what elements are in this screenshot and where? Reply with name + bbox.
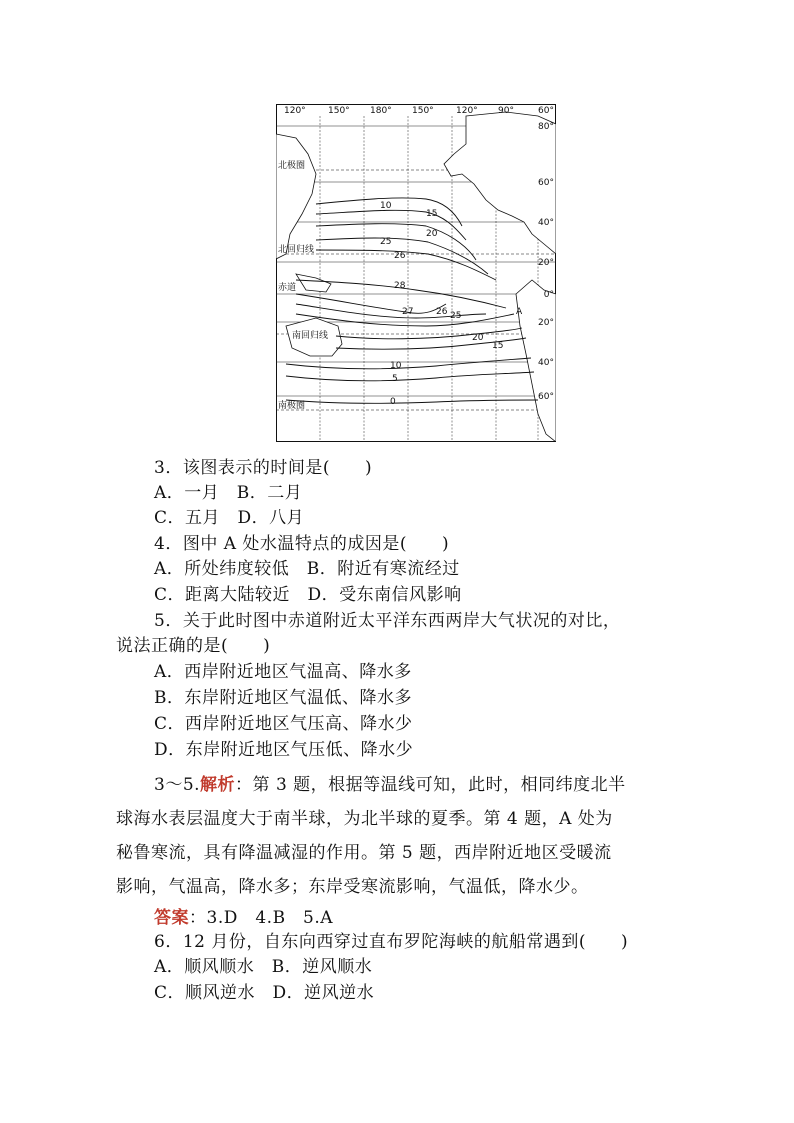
lon-label: 180° — [370, 106, 392, 116]
q3-options-cd: C．五月 D．八月 — [154, 508, 305, 528]
isotherm-label: 15 — [426, 209, 438, 219]
analysis-line2: 球海水表层温度大于南半球，为北半球的夏季。第 4 题，A 处为 — [116, 809, 613, 829]
analysis-line4: 影响，气温高，降水多；东岸受寒流影响，气温低，降水少。 — [116, 877, 589, 897]
q3-stem: 3．该图表示的时间是( ) — [154, 458, 373, 478]
lon-label: 120° — [284, 106, 306, 116]
isotherm-label: 25 — [380, 237, 392, 247]
q5-stem-line1: 5．关于此时图中赤道附近太平洋东西两岸大气状况的对比， — [154, 611, 621, 631]
lon-label: 60° — [538, 106, 554, 116]
map-svg — [276, 104, 556, 442]
lat-label: 20° — [538, 318, 554, 328]
isotherm-label: 25 — [450, 311, 462, 321]
lon-label: 150° — [328, 106, 350, 116]
isotherm-label: 26 — [436, 307, 448, 317]
lat-label: 40° — [538, 218, 554, 228]
lat-label: 20° — [538, 258, 554, 268]
lat-label: 80° — [538, 122, 554, 132]
q5-option-a: A．西岸附近地区气温高、降水多 — [154, 662, 412, 682]
answer-line — [154, 906, 333, 930]
lon-label: 150° — [412, 106, 434, 116]
isotherm-label: 20 — [426, 229, 438, 239]
q5-option-c: C．西岸附近地区气压高、降水少 — [154, 714, 413, 734]
tropic-cancer-label: 北回归线 — [278, 245, 315, 255]
q4-stem: 4．图中 A 处水温特点的成因是( ) — [154, 534, 450, 554]
lat-label: 40° — [538, 358, 554, 368]
analysis-line1 — [154, 771, 626, 799]
analysis-text-1: ：第 3 题，根据等温线可知，此时，相同纬度北半 — [235, 775, 626, 795]
sst-isotherm-map — [276, 104, 556, 442]
isotherm-label: 0 — [390, 397, 396, 407]
equator-label: 赤道 — [278, 283, 297, 293]
q4-options-cd: C．距离大陆较近 D．受东南信风影响 — [154, 585, 462, 605]
isotherm-label: 15 — [492, 341, 504, 351]
analysis-keyword: 解析 — [200, 775, 236, 795]
answer-text: ：3.D 4.B 5.A — [189, 908, 334, 928]
lat-label: 60° — [538, 392, 554, 402]
isotherm-label: 10 — [380, 201, 392, 211]
lat-label: 60° — [538, 178, 554, 188]
q6-options-ab: A．顺风顺水 B．逆风顺水 — [154, 957, 373, 977]
isotherm-label: 26 — [394, 251, 406, 261]
analysis-line3: 秘鲁寒流，具有降温减湿的作用。第 5 题，西岸附近地区受暖流 — [116, 843, 612, 863]
isotherm-label: 20 — [472, 333, 484, 343]
lon-label: 120° — [456, 106, 478, 116]
isotherm-label: 10 — [390, 361, 402, 371]
tropic-capricorn-label: 南回归线 — [292, 331, 329, 341]
analysis-prefix: 3～5. — [154, 775, 201, 795]
q6-stem: 6．12 月份，自东向西穿过直布罗陀海峡的航船常遇到( ) — [154, 932, 629, 952]
answer-keyword: 答案 — [154, 908, 189, 928]
q6-options-cd: C．顺风逆水 D．逆风逆水 — [154, 983, 375, 1003]
isotherm-label: 28 — [394, 281, 406, 291]
arctic-circle-label: 北极圈 — [278, 161, 306, 171]
q4-options-ab: A．所处纬度较低 B．附近有寒流经过 — [154, 559, 460, 579]
q3-options-ab: A．一月 B．二月 — [154, 483, 303, 503]
lat-label: 0° — [543, 290, 554, 300]
isotherm-label: 27 — [402, 307, 414, 317]
isotherm-label: 5 — [392, 374, 398, 384]
q5-stem-line2: 说法正确的是( ) — [116, 636, 271, 656]
antarctic-circle-label: 南极圈 — [278, 401, 306, 411]
q5-option-b: B．东岸附近地区气温低、降水多 — [154, 688, 412, 708]
q5-option-d: D．东岸附近地区气压低、降水少 — [154, 740, 414, 760]
point-a-label: A — [516, 307, 523, 317]
lon-label: 90° — [498, 106, 514, 116]
